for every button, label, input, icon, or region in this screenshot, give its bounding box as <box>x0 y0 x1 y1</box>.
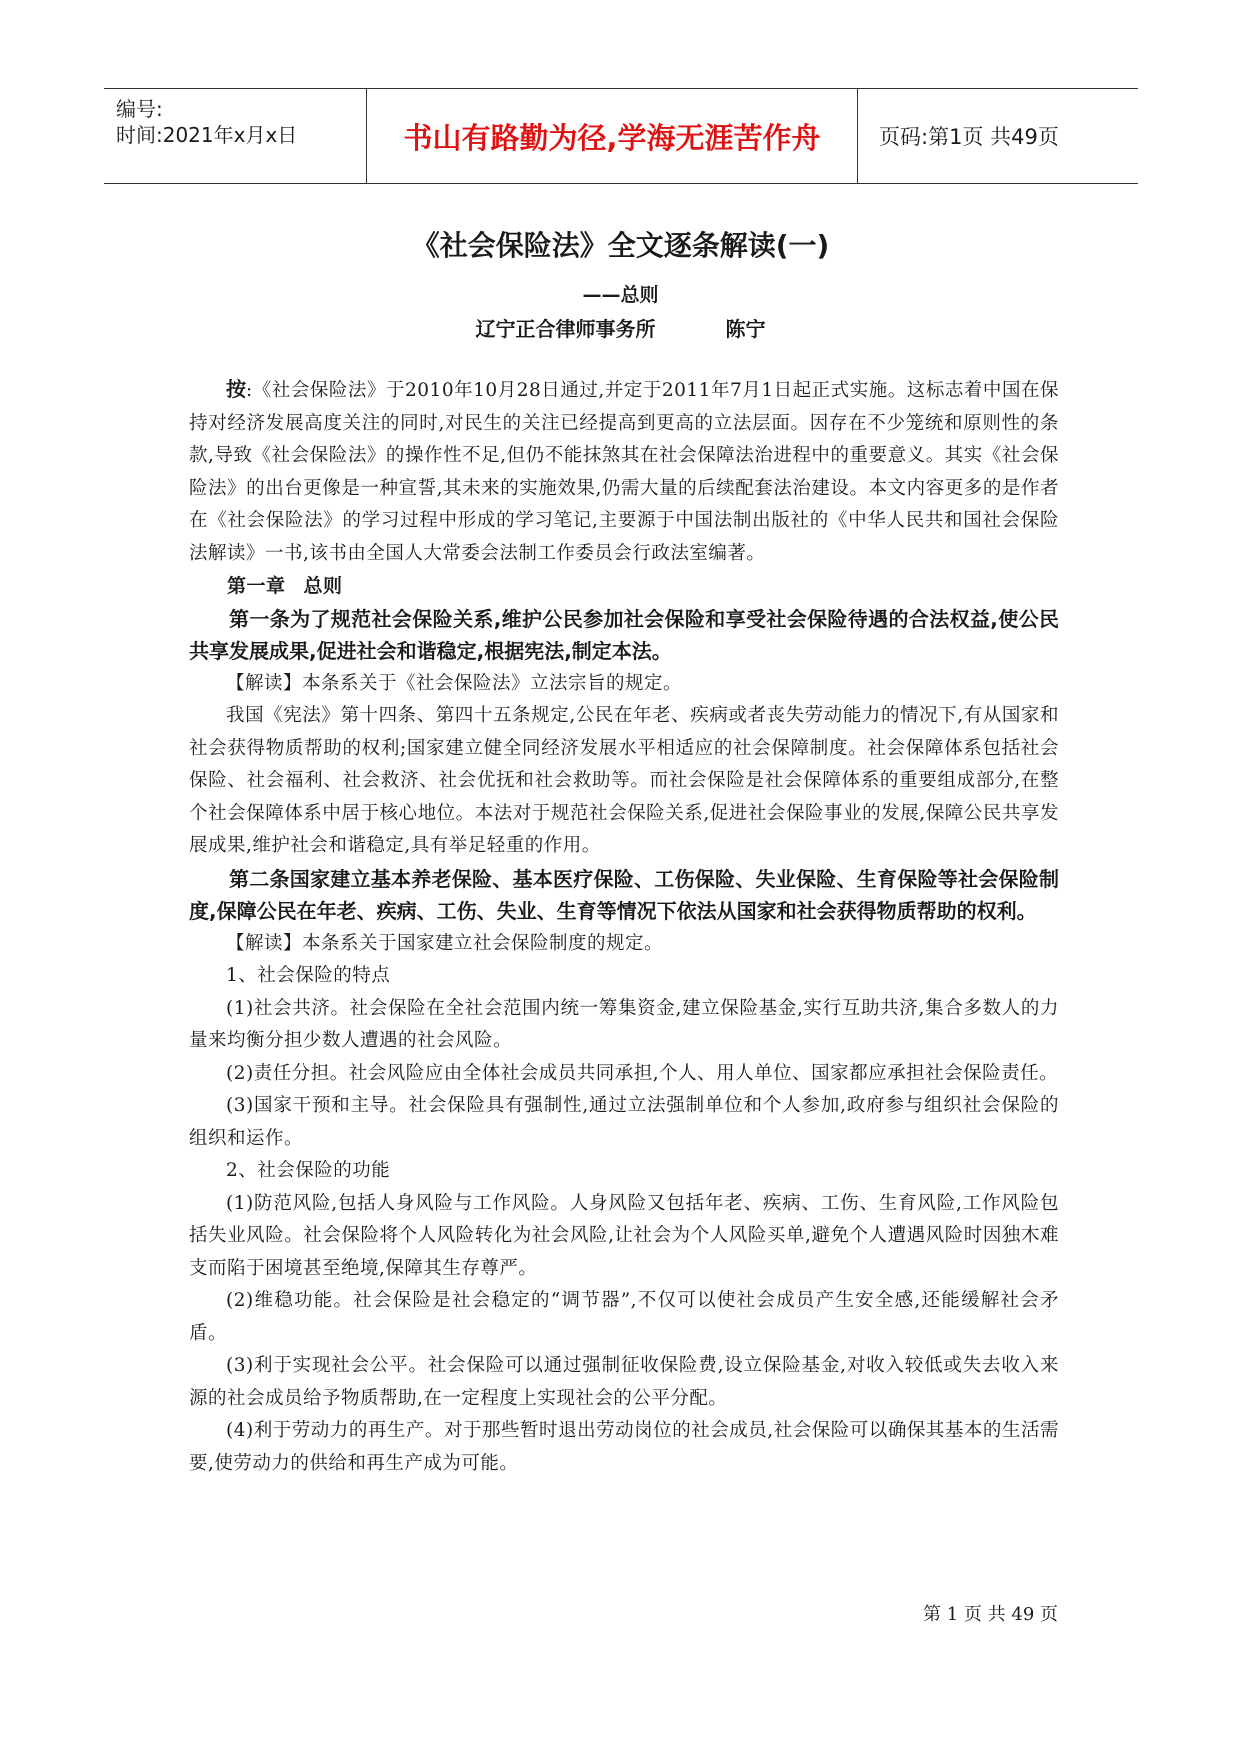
author-org: 辽宁正合律师事务所 <box>475 317 656 341</box>
document-subtitle: ——总则 <box>582 284 659 306</box>
section-2-item: (4)利于劳动力的再生产。对于那些暂时退出劳动岗位的社会成员,社会保险可以确保其基本的生活需要,使劳动力的供给和再生产成为可能。 <box>189 1420 1059 1474</box>
page-footer: 第 1 页 共 49 页 <box>923 1604 1058 1625</box>
author-name: 陈宁 <box>725 317 766 341</box>
chapter-name: 总则 <box>303 575 343 597</box>
section-2-title: 2、社会保险的功能 <box>226 1160 391 1181</box>
document-title: 《社会保险法》全文逐条解读(一) <box>411 229 830 262</box>
section-1-item: (2)责任分担。社会风险应由全体社会成员共同承担,个人、用人单位、国家都应承担社会保险责任。 <box>226 1062 1059 1084</box>
section-2-item: (3)利于实现社会公平。社会保险可以通过强制征收保险费,设立保险基金,对收入较低或失去收入来源的社会成员给予物质帮助,在一定程度上实现社会的公平分配。 <box>189 1355 1059 1409</box>
motto: 书山有路勤为径,学海无涯苦作舟 <box>367 89 858 183</box>
section-1-item: (1)社会共济。社会保险在全社会范围内统一筹集资金,建立保险基金,实行互助共济,集合多数人的力量来均衡分担少数人遭遇的社会风险。 <box>189 997 1059 1051</box>
chapter-heading <box>189 570 1059 603</box>
chapter-number: 第一章 <box>227 575 286 597</box>
intro-lead: 按 <box>226 377 247 401</box>
document-body <box>189 373 1059 1480</box>
time-label: 时间:2021年x月x日 <box>116 123 298 147</box>
section-2-item: (1)防范风险,包括人身风险与工作风险。人身风险又包括年老、疾病、工伤、生育风险,工作风险包括失业风险。社会保险将个人风险转化为社会风险,让社会为个人风险买单,避免个人遭遇风险时因独木难支而陷于困境甚至绝境,保障其生存尊严。 <box>189 1192 1059 1279</box>
article-1-explanation: 我国《宪法》第十四条、第四十五条规定,公民在年老、疾病或者丧失劳动能力的情况下,有从国家和社会获得物质帮助的权利;国家建立健全同经济发展水平相适应的社会保障制度。社会保障体系包括社会保险、社会福利、社会救济、社会优抚和社会救助等。而社会保险是社会保障体系的重要组成部分,在整个社会保障体系中居于核心地位。本法对于规范社会保险关系,促进社会保险事业的发展,保障公民共享发展成果,维护社会和谐稳定,具有举足轻重的作用。 <box>189 705 1059 856</box>
article-1-note: 【解读】本条系关于《社会保险法》立法宗旨的规定。 <box>226 672 683 694</box>
header-info-cell <box>104 89 367 183</box>
intro-text: :《社会保险法》于2010年10月28日通过,并定于2011年7月1日起正式实施。这标志着中国在保持对经济发展高度关注的同时,对民生的关注已经提高到更高的立法层面。因存在不少笼统和原则性的条款,导致《社会保险法》的操作性不足,但仍不能抹煞其在社会保障法治进程中的重要意义。其实《社会保险法》的出台更像是一种宣誓,其未来的实施效果,仍需大量的后续配套法治建设。本文内容更多的是作者在《社会保险法》的学习过程中形成的学习笔记,主要源于中国法制出版社的《中华人民共和国社会保险法解读》一书,该书由全国人大常委会法制工作委员会行政法室编著。 <box>189 380 1059 564</box>
article-1: 第一条为了规范社会保险关系,维护公民参加社会保险和享受社会保险待遇的合法权益,使公民共享发展成果,促进社会和谐稳定,根据宪法,制定本法。 <box>189 606 1059 663</box>
page-code: 页码:第1页 共49页 <box>879 125 1059 149</box>
section-1-item: (3)国家干预和主导。社会保险具有强制性,通过立法强制单位和个人参加,政府参与组织社会保险的组织和运作。 <box>189 1095 1059 1149</box>
author-line <box>0 313 1241 342</box>
article-2-note: 【解读】本条系关于国家建立社会保险制度的规定。 <box>226 932 664 954</box>
number-label: 编号: <box>116 97 163 121</box>
intro-paragraph <box>189 373 1059 570</box>
section-2-item: (2)维稳功能。社会保险是社会稳定的“调节器”,不仅可以使社会成员产生安全感,还能缓解社会矛盾。 <box>189 1290 1059 1344</box>
article-2: 第二条国家建立基本养老保险、基本医疗保险、工伤保险、失业保险、生育保险等社会保险制度,保障公民在年老、疾病、工伤、失业、生育等情况下依法从国家和社会获得物质帮助的权利。 <box>189 866 1059 923</box>
section-1-title: 1、社会保险的特点 <box>226 965 391 986</box>
header-table <box>104 88 1138 184</box>
